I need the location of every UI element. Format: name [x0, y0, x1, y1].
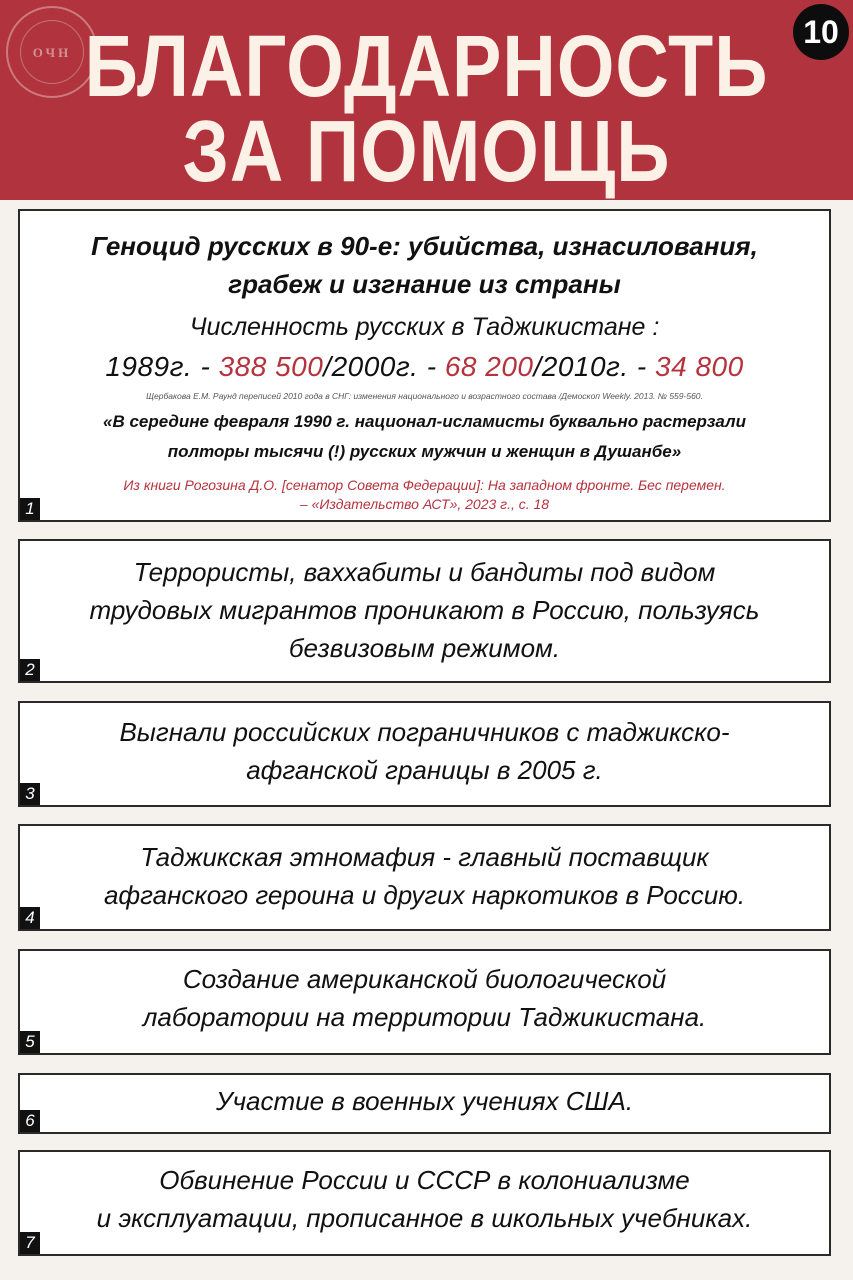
item-number-badge: 7: [20, 1232, 40, 1254]
genocide-heading-line2: грабеж и изгнание из страны: [228, 269, 621, 299]
item-text-line: Выгнали российских пограничников с таджикско-: [119, 717, 730, 747]
item-text-line: Создание американской биологической: [182, 964, 667, 994]
item-text-line: Террористы, ваххабиты и бандиты под видом: [133, 557, 716, 587]
year-1989: 1989г. -: [105, 351, 219, 382]
page-number-badge: 10: [793, 4, 849, 60]
item-text-line: Таджикская этномафия - главный поставщик: [140, 842, 709, 872]
stats-separator: /: [533, 351, 542, 382]
source-line1: Из книги Рогозина Д.О. [сенатор Совета Федерации]: На западном фронте. Бес перемен.: [123, 477, 726, 493]
item-number-badge: 1: [20, 498, 40, 520]
item-box-3: [18, 701, 831, 807]
value-2010: 34 800: [655, 351, 744, 382]
item-text-line: афганской границы в 2005 г.: [246, 755, 603, 785]
stats-separator: /: [323, 351, 332, 382]
value-1989: 388 500: [218, 351, 324, 382]
source-line2: – «Издательство АСТ», 2023 г., с. 18: [299, 496, 550, 512]
item-text-line: афганского героина и других наркотиков в Россию.: [103, 880, 746, 910]
page-title-line2: ЗА ПОМОЩЬ: [182, 102, 671, 201]
citation: Щербакова Е.М. Раунд переписей 2010 года в СНГ: изменения национального и возрастного состава /Демоскоп Weekly. 2013. № 559-560.: [146, 391, 703, 401]
quote-line2: полторы тысячи (!) русских мужчин и женщин в Душанбе»: [167, 442, 682, 461]
item-text-line: и эксплуатации, прописанное в школьных учебниках.: [96, 1203, 753, 1233]
item-box-1: [18, 209, 831, 522]
header-banner: [0, 0, 853, 200]
year-2000: 2000г. -: [331, 351, 445, 382]
year-2010: 2010г. -: [541, 351, 656, 382]
item-number-badge: 6: [20, 1110, 40, 1132]
item-text-line: лаборатории на территории Таджикистана.: [142, 1002, 707, 1032]
genocide-heading-line1: Геноцид русских в 90-е: убийства, изнасилования,: [91, 231, 758, 261]
item-number-badge: 3: [20, 783, 40, 805]
item-number-badge: 2: [20, 659, 40, 681]
population-stats: [20, 351, 829, 383]
item-box-4: [18, 824, 831, 931]
population-label: Численность русских в Таджикистане :: [189, 313, 660, 341]
item-text-line: Участие в военных учениях США.: [215, 1086, 634, 1116]
page-title-line1: БЛАГОДАРНОСТЬ: [84, 17, 769, 116]
item-number-badge: 4: [20, 907, 40, 929]
item-box-6: [18, 1073, 831, 1134]
item-box-5: [18, 949, 831, 1055]
seal-text: ОЧН: [32, 45, 72, 60]
item-box-7: [18, 1150, 831, 1256]
item-box-2: [18, 539, 831, 683]
item-number-badge: 5: [20, 1031, 40, 1053]
quote-line1: «В середине февраля 1990 г. национал-исламисты буквально растерзали: [102, 412, 746, 431]
value-2000: 68 200: [444, 351, 534, 382]
item-text-line: безвизовым режимом.: [288, 633, 561, 663]
item-text-line: трудовых мигрантов проникают в Россию, пользуясь: [89, 595, 760, 625]
item-text-line: Обвинение России и СССР в колониализме: [159, 1165, 690, 1195]
